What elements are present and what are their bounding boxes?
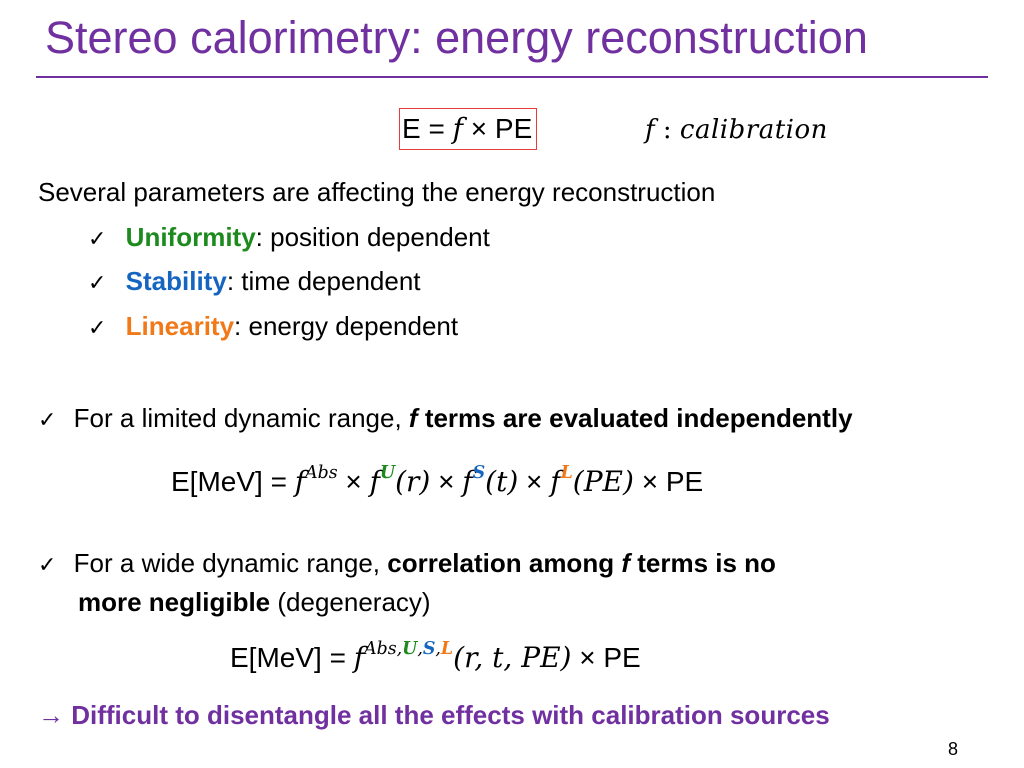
eq2-pe: PE [603, 642, 641, 673]
bullet-limited-bold: terms are evaluated independently [417, 403, 853, 433]
checkmark-icon: ✓ [88, 227, 107, 252]
parameter-desc: : position dependent [255, 222, 490, 252]
calibration-f: f [645, 115, 655, 145]
parameter-item-linearity [88, 310, 458, 345]
parameter-desc: : energy dependent [234, 311, 459, 341]
slide-title: Stereo calorimetry: energy reconstruction [45, 12, 868, 63]
eq2-lhs: E[MeV] = [230, 642, 354, 673]
bullet-wide-bold3: more negligible [78, 587, 271, 617]
bullet-limited-range [38, 402, 853, 437]
bullet-wide-range [38, 547, 776, 582]
formula-op: × [462, 113, 495, 144]
bullet-wide-f: f [621, 548, 630, 578]
checkmark-icon: ✓ [38, 553, 57, 578]
parameter-term: Stability [125, 266, 227, 296]
eq1-lhs: E[MeV] = [171, 466, 295, 497]
eq1-f-linearity: $f^L(PE)$ [550, 462, 634, 498]
conclusion-text: Difficult to disentangle all the effects with calibration sources [64, 700, 830, 730]
bullet-limited-plain: For a limited dynamic range, [73, 403, 409, 433]
checkmark-icon: ✓ [88, 316, 107, 341]
parameter-term: Linearity [125, 311, 235, 341]
calibration-label: calibration [679, 115, 828, 145]
formula-lhs: E = [402, 113, 453, 144]
parameter-item-stability [88, 265, 421, 300]
checkmark-icon: ✓ [88, 271, 107, 296]
bullet-limited-f: f [408, 403, 418, 433]
bullet-wide-range-line2 [78, 586, 431, 618]
eq1-f-abs: $f^{Abs}$ [294, 462, 338, 498]
bullet-wide-bold2: terms is no [629, 548, 776, 578]
eq2-times: × [571, 642, 604, 673]
page-number: 8 [948, 739, 959, 759]
parameter-desc: : time dependent [226, 266, 421, 296]
eq1-times: × [518, 466, 551, 497]
conclusion-line [38, 698, 830, 732]
intro-text: Several parameters are affecting the energy reconstruction [38, 177, 716, 207]
equation-limited-range [171, 462, 703, 502]
eq1-pe: PE [665, 466, 704, 497]
formula-pe: PE [494, 113, 533, 144]
main-formula-box [399, 108, 537, 150]
eq1-times: × [633, 466, 666, 497]
eq2-f-combined: $f^{Abs,U,S,L}(r$, t, PE) [353, 638, 572, 674]
checkmark-icon: ✓ [38, 408, 57, 433]
eq1-f-uniformity: $f^U(r)$ [369, 462, 431, 498]
parameter-item-uniformity [88, 221, 490, 256]
calibration-note [645, 112, 828, 148]
bullet-wide-plain2: (degeneracy) [270, 587, 431, 617]
bullet-wide-plain: For a wide dynamic range, [73, 548, 388, 578]
eq1-f-stability: $f^S(t)$ [462, 462, 519, 498]
equation-wide-range [230, 638, 641, 678]
eq1-times: × [430, 466, 463, 497]
arrow-icon: → [38, 700, 64, 730]
title-divider [36, 76, 988, 78]
calibration-sep: : [654, 115, 680, 145]
bullet-wide-bold1: correlation among [387, 548, 622, 578]
formula-f: f [452, 112, 463, 145]
parameter-term: Uniformity [125, 222, 256, 252]
eq1-times: × [337, 466, 370, 497]
